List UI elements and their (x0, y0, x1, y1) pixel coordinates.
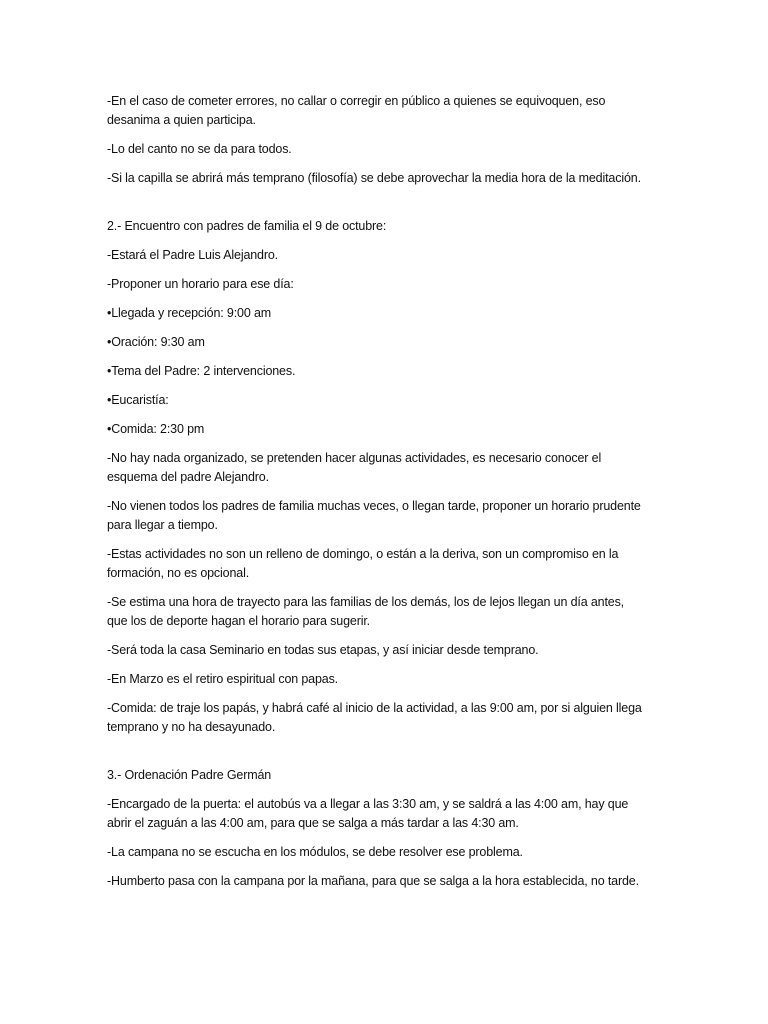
paragraph-casa-seminario: -Será toda la casa Seminario en todas sus etapas, y así iniciar desde temprano. (107, 643, 539, 657)
paragraph-comida-traje: -Comida: de traje los papás, y habrá café al inicio de la actividad, a las 9:00 am, por si alguien llega temprano y no ha desayunado. (107, 701, 642, 734)
paragraph-puerta: -Encargado de la puerta: el autobús va a llegar a las 3:30 am, y se saldrá a las 4:00 am, hay que abrir el zaguán a las 4:00 am, para que se salga a más tardar a las 4:30 am. (107, 797, 629, 830)
paragraph-no-vienen: -No vienen todos los padres de familia muchas veces, o llegan tarde, proponer un horario prudente para llegar a tiempo. (107, 499, 641, 532)
document-body (107, 92, 647, 901)
paragraph-campana-modulos: -La campana no se escucha en los módulos, se debe resolver ese problema. (107, 845, 523, 859)
paragraph-canto: -Lo del canto no se da para todos. (107, 142, 292, 156)
list-item-comida: •Comida: 2:30 pm (107, 422, 205, 436)
list-item-eucaristia: •Eucaristía: (107, 393, 169, 407)
paragraph-retiro: -En Marzo es el retiro espiritual con papas. (107, 672, 339, 686)
list-item-llegada: •Llegada y recepción: 9:00 am (107, 306, 272, 320)
paragraph-nada-organizado: -No hay nada organizado, se pretenden hacer algunas actividades, es necesario conocer el esquema del padre Alejandro. (107, 451, 602, 484)
paragraph-trayecto: -Se estima una hora de trayecto para las familias de los demás, los de lejos llegan un día antes, que los de deporte hagan el horario para sugerir. (107, 595, 624, 628)
paragraph-padre-luis: -Estará el Padre Luis Alejandro. (107, 248, 278, 262)
paragraph-actividades: -Estas actividades no son un relleno de domingo, o están a la deriva, son un compromiso en la formación, no es opcional. (107, 547, 619, 580)
paragraph-humberto: -Humberto pasa con la campana por la mañana, para que se salga a la hora establecida, no tarde. (107, 874, 639, 888)
section-heading-encuentro: 2.- Encuentro con padres de familia el 9 de octubre: (107, 219, 387, 233)
paragraph-capilla: -Si la capilla se abrirá más temprano (filosofía) se debe aprovechar la media hora de la meditación. (107, 171, 641, 185)
section-heading-ordenacion: 3.- Ordenación Padre Germán (107, 768, 272, 782)
paragraph-proponer-horario: -Proponer un horario para ese día: (107, 277, 294, 291)
list-item-tema: •Tema del Padre: 2 intervenciones. (107, 364, 296, 378)
paragraph-errores: -En el caso de cometer errores, no callar o corregir en público a quienes se equivoquen, eso desanima a quien participa. (107, 94, 606, 127)
list-item-oracion: •Oración: 9:30 am (107, 335, 205, 349)
